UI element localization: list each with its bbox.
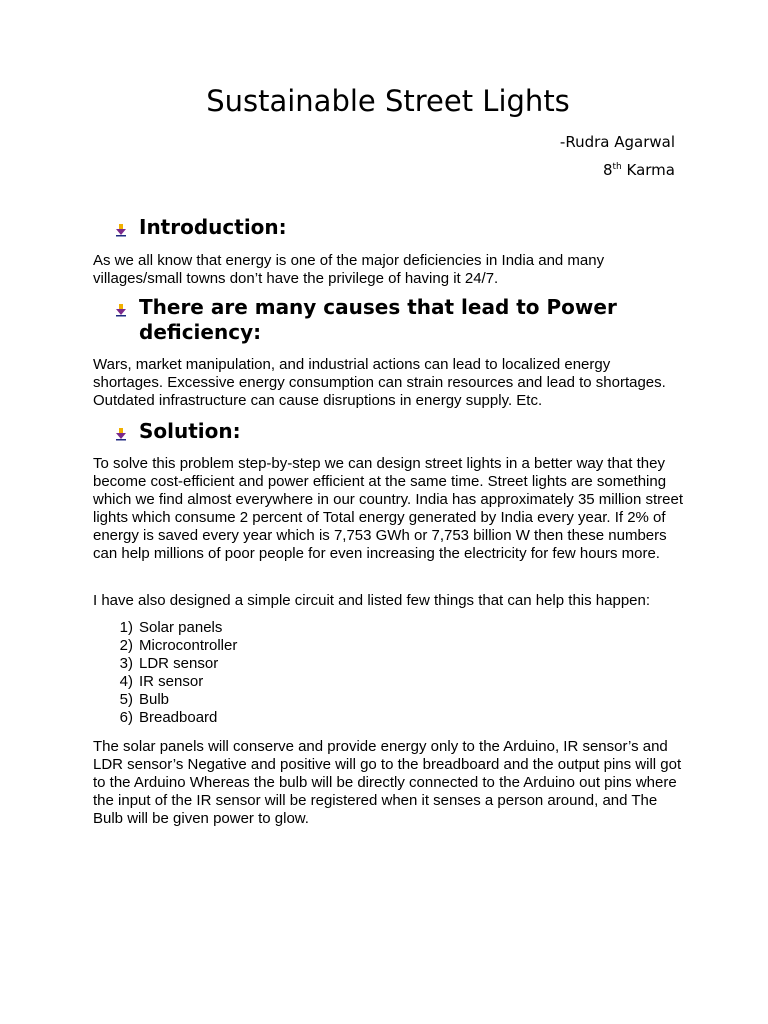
list-item-label: Bulb: [139, 691, 170, 708]
list-item-number: 5): [119, 691, 133, 708]
grade-suffix: th: [612, 162, 622, 172]
author-line: -Rudra Agarwal: [559, 133, 675, 151]
arrow-down-bullet-icon: [114, 303, 128, 317]
list-item-label: Breadboard: [139, 709, 218, 726]
list-item-label: Solar panels: [139, 619, 223, 636]
list-item-label: LDR sensor: [139, 655, 219, 672]
section-heading-introduction: [114, 215, 674, 240]
list-item-number: 6): [119, 709, 133, 726]
section-heading-solution: [114, 419, 674, 444]
section-heading-text: Solution:: [139, 419, 241, 443]
section-paragraph-causes: Wars, market manipulation, and industrial actions can lead to localized energy shortages. Excessive energy consumption can strain resources and lead to shortages. Outdated infrastructure can cause disruptions in energy supply. Etc.: [93, 356, 666, 409]
grade-name: Karma: [626, 161, 675, 179]
circuit-intro-paragraph: I have also designed a simple circuit and listed few things that can help this happen:: [93, 592, 651, 609]
conclusion-paragraph: The solar panels will conserve and provide energy only to the Arduino, IR sensor’s and LDR sensor’s Negative and positive will go to the breadboard and the output pins will got to the Arduino Whereas the bulb will be directly connected to the Arduino out pins where the input of the IR sensor will be registered when it senses a person around, and The Bulb will be given power to glow.: [93, 738, 682, 827]
section-paragraph-solution: To solve this problem step-by-step we can design street lights in a better way that they become cost-efficient and power efficient at the same time. Street lights are something which we find almost everywhere in our country. India has approximately 35 million street lights which consume 2 percent of Total energy generated by India every year. If 2% of energy is saved every year which is 7,753 GWh or 7,753 billion W then these numbers can help millions of poor people for even increasing the electricity for few hours more.: [93, 455, 683, 562]
section-paragraph-introduction: As we all know that energy is one of the major deficiencies in India and many villages/small towns don’t have the privilege of having it 24/7.: [93, 252, 605, 287]
section-heading-text: There are many causes that lead to Power deficiency:: [139, 295, 617, 344]
arrow-down-bullet-icon: [114, 223, 128, 237]
list-item-label: Microcontroller: [139, 637, 238, 654]
list-item-number: 2): [119, 637, 133, 654]
list-item-number: 1): [119, 619, 133, 636]
arrow-down-bullet-icon: [114, 427, 128, 441]
section-heading-text: Introduction:: [139, 215, 287, 239]
section-heading-causes: [114, 295, 674, 345]
document-title: Sustainable Street Lights: [206, 84, 570, 118]
grade-number: 8: [602, 161, 613, 179]
grade-line: [603, 161, 675, 179]
list-item-number: 3): [119, 655, 133, 672]
list-item-label: IR sensor: [139, 673, 204, 690]
list-item-number: 4): [119, 673, 133, 690]
